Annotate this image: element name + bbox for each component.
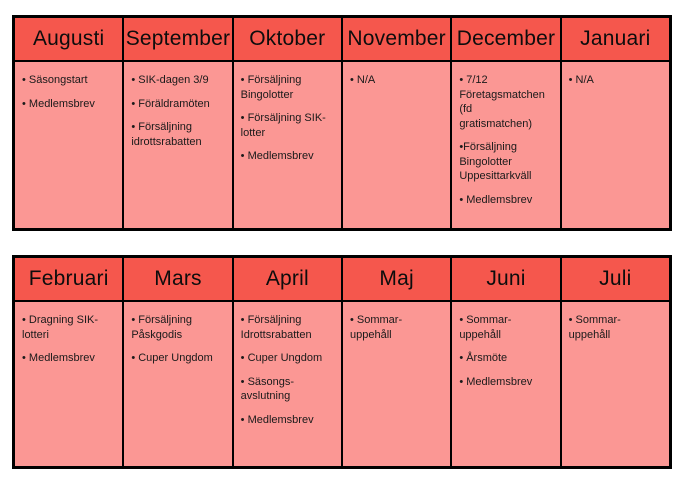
activity-item: • Sommar-uppehåll — [349, 314, 403, 341]
month-column — [232, 18, 341, 228]
month-header: September — [124, 18, 231, 62]
month-activities — [562, 302, 669, 466]
activity-item: • Cuper Ungdom — [131, 352, 213, 365]
activity-item: • Säsongstart — [22, 74, 88, 86]
month-header: December — [452, 18, 559, 62]
activity-item: • Medlemsbrev — [240, 150, 314, 163]
month-header: Mars — [124, 258, 231, 302]
month-header: November — [343, 18, 450, 62]
activity-item: • N/A — [349, 74, 376, 86]
activity-item: • N/A — [568, 74, 594, 86]
activity-item: • Årsmöte — [459, 352, 508, 365]
month-column — [560, 18, 669, 228]
activity-item: • Medlemsbrev — [22, 97, 95, 110]
month-activities — [124, 62, 231, 228]
month-header: Juli — [562, 258, 669, 302]
month-table-feb-jul — [12, 255, 672, 469]
month-column — [450, 18, 559, 228]
month-activities — [452, 62, 559, 228]
activity-item: • Medlemsbrev — [459, 193, 533, 206]
activity-item: •Försäljning Bingolotter Uppesittarkväll — [459, 141, 532, 183]
month-activities — [343, 62, 450, 228]
activity-item: • Försäljning idrottsrabatten — [131, 121, 202, 148]
month-header: Oktober — [234, 18, 341, 62]
activity-item: • Föräldramöten — [131, 97, 210, 110]
month-column — [122, 258, 231, 466]
activity-item: • SIK-dagen 3/9 — [131, 74, 209, 86]
activity-item: • Försäljning Påskgodis — [131, 314, 193, 341]
activity-item: • Säsongs-avslutning — [240, 375, 295, 403]
month-activities — [15, 62, 122, 228]
month-table-aug-jan — [12, 15, 672, 231]
activity-item: • Cuper Ungdom — [240, 352, 323, 365]
activity-item: • Försäljning SIK-lotter — [240, 112, 326, 139]
month-activities — [124, 302, 231, 466]
activity-item: • Sommar-uppehåll — [568, 314, 621, 341]
month-column — [15, 18, 122, 228]
month-activities — [343, 302, 450, 466]
month-activities — [15, 302, 122, 466]
activity-item: • Medlemsbrev — [22, 352, 95, 365]
activity-item: • Försäljning Idrottsrabatten — [240, 314, 312, 341]
month-activities — [234, 62, 341, 228]
month-header: Maj — [343, 258, 450, 302]
activity-item: • Medlemsbrev — [240, 413, 314, 426]
month-header: Juni — [452, 258, 559, 302]
month-column — [122, 18, 231, 228]
month-column — [560, 258, 669, 466]
month-column — [341, 258, 450, 466]
activity-item: • Dragning SIK-lotteri — [22, 314, 98, 341]
month-column — [15, 258, 122, 466]
month-header: Januari — [562, 18, 669, 62]
month-column — [232, 258, 341, 466]
activity-item: • Sommar-uppehåll — [459, 314, 512, 341]
month-header: April — [234, 258, 341, 302]
month-header: Augusti — [15, 18, 122, 62]
activity-item: • 7/12 Företagsmatchen (fd gratismatchen) — [459, 74, 545, 130]
month-activities — [234, 302, 341, 466]
activity-item: • Medlemsbrev — [459, 375, 533, 388]
month-column — [341, 18, 450, 228]
month-activities — [562, 62, 669, 228]
month-activities — [452, 302, 559, 466]
month-column — [450, 258, 559, 466]
month-header: Februari — [15, 258, 122, 302]
activity-item: • Försäljning Bingolotter — [240, 74, 302, 101]
